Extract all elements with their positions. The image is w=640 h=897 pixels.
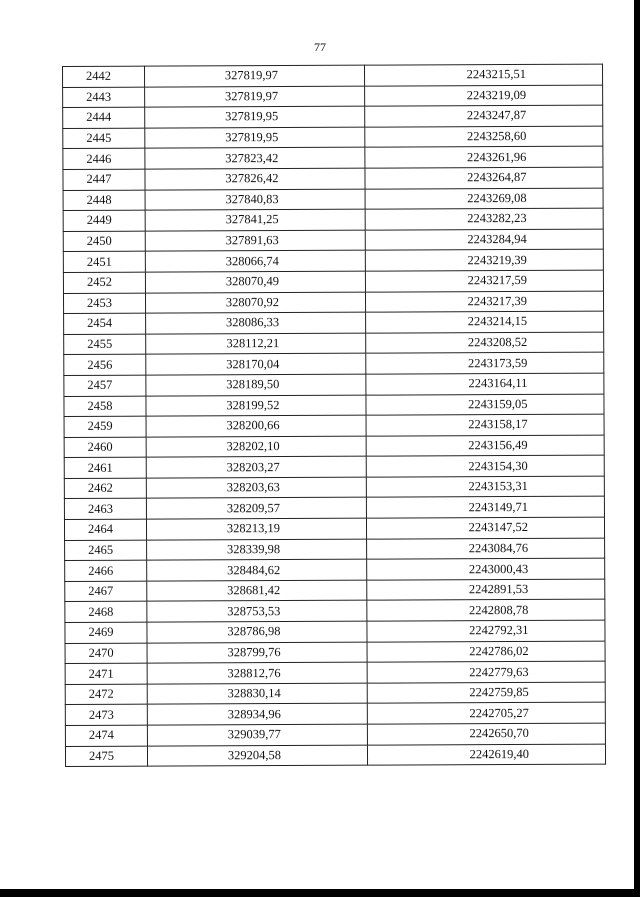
x-coordinate-cell: 327819,95: [145, 127, 365, 149]
point-number-cell: 2460: [64, 437, 146, 458]
y-coordinate-cell: 2242705,27: [367, 703, 605, 725]
y-coordinate-cell: 2243264,87: [365, 167, 603, 189]
point-number-cell: 2470: [65, 643, 147, 664]
x-coordinate-cell: 328786,98: [147, 621, 367, 643]
x-coordinate-cell: 328681,42: [147, 580, 367, 602]
x-coordinate-cell: 328200,66: [146, 415, 366, 437]
y-coordinate-cell: 2242808,78: [367, 600, 605, 622]
x-coordinate-cell: 327823,42: [145, 148, 365, 170]
x-coordinate-cell: 329039,77: [147, 724, 367, 746]
table-row: [64, 352, 604, 375]
x-coordinate-cell: 328799,76: [147, 642, 367, 664]
point-number-cell: 2463: [64, 499, 146, 520]
y-coordinate-cell: 2243219,39: [365, 249, 603, 271]
point-number-cell: 2442: [63, 66, 145, 87]
table-row: [63, 188, 603, 211]
coordinates-table: [62, 64, 606, 768]
table-row: [64, 373, 604, 396]
x-coordinate-cell: 327819,97: [145, 86, 365, 108]
table-row: [63, 126, 603, 149]
point-number-cell: 2467: [65, 581, 147, 602]
table-row: [65, 744, 605, 767]
y-coordinate-cell: 2243217,39: [365, 291, 603, 313]
point-number-cell: 2462: [64, 478, 146, 499]
point-number-cell: 2452: [63, 272, 145, 293]
point-number-cell: 2448: [63, 190, 145, 211]
y-coordinate-cell: 2243219,09: [365, 85, 603, 107]
y-coordinate-cell: 2243154,30: [366, 455, 604, 477]
table-row: [64, 332, 604, 355]
point-number-cell: 2458: [64, 396, 146, 417]
point-number-cell: 2459: [64, 416, 146, 437]
y-coordinate-cell: 2243158,17: [366, 414, 604, 436]
point-number-cell: 2450: [63, 231, 145, 252]
table-row: [65, 641, 605, 664]
point-number-cell: 2446: [63, 149, 145, 170]
point-number-cell: 2443: [63, 87, 145, 108]
table-row: [65, 538, 605, 561]
y-coordinate-cell: 2243282,23: [365, 208, 603, 230]
point-number-cell: 2449: [63, 210, 145, 231]
x-coordinate-cell: 328189,50: [146, 374, 366, 396]
coordinates-table-body: [63, 64, 606, 767]
x-coordinate-cell: 328070,49: [145, 271, 365, 293]
point-number-cell: 2465: [65, 540, 147, 561]
table-row: [64, 476, 604, 499]
y-coordinate-cell: 2243159,05: [366, 394, 604, 416]
table-row: [63, 249, 603, 272]
y-coordinate-cell: 2243208,52: [366, 332, 604, 354]
x-coordinate-cell: 327840,83: [145, 189, 365, 211]
y-coordinate-cell: 2243149,71: [366, 497, 604, 519]
table-row: [65, 723, 605, 746]
table-row: [63, 291, 603, 314]
x-coordinate-cell: 329204,58: [147, 745, 367, 767]
page-number: 77: [314, 40, 326, 54]
point-number-cell: 2456: [64, 354, 146, 375]
table-row: [63, 208, 603, 231]
point-number-cell: 2471: [65, 663, 147, 684]
y-coordinate-cell: 2243269,08: [365, 188, 603, 210]
point-number-cell: 2447: [63, 169, 145, 190]
y-coordinate-cell: 2243258,60: [365, 126, 603, 148]
x-coordinate-cell: 328339,98: [147, 539, 367, 561]
y-coordinate-cell: 2242786,02: [367, 641, 605, 663]
point-number-cell: 2457: [64, 375, 146, 396]
scan-edge-bottom: [0, 889, 640, 897]
x-coordinate-cell: 328199,52: [146, 395, 366, 417]
point-number-cell: 2474: [65, 725, 147, 746]
y-coordinate-cell: 2242779,63: [367, 661, 605, 683]
point-number-cell: 2469: [65, 622, 147, 643]
y-coordinate-cell: 2243284,94: [365, 229, 603, 251]
table-row: [63, 229, 603, 252]
y-coordinate-cell: 2242792,31: [367, 620, 605, 642]
y-coordinate-cell: 2242891,53: [367, 579, 605, 601]
y-coordinate-cell: 2243084,76: [367, 538, 605, 560]
y-coordinate-cell: 2243247,87: [365, 105, 603, 127]
scan-edge-right: [634, 0, 640, 897]
x-coordinate-cell: 328066,74: [145, 251, 365, 273]
table-row: [63, 147, 603, 170]
y-coordinate-cell: 2243261,96: [365, 147, 603, 169]
x-coordinate-cell: 327826,42: [145, 168, 365, 190]
y-coordinate-cell: 2243215,51: [364, 64, 602, 86]
point-number-cell: 2466: [65, 560, 147, 581]
point-number-cell: 2454: [64, 313, 146, 334]
point-number-cell: 2475: [65, 746, 147, 767]
x-coordinate-cell: 328209,57: [146, 498, 366, 520]
x-coordinate-cell: 328112,21: [146, 333, 366, 355]
x-coordinate-cell: 328830,14: [147, 683, 367, 705]
table-row: [63, 167, 603, 190]
point-number-cell: 2451: [63, 251, 145, 272]
table-row: [63, 105, 603, 128]
table-row: [65, 661, 605, 684]
y-coordinate-cell: 2243147,52: [366, 517, 604, 539]
point-number-cell: 2453: [63, 293, 145, 314]
x-coordinate-cell: 328203,63: [146, 477, 366, 499]
table-row: [63, 64, 603, 87]
table-row: [64, 455, 604, 478]
point-number-cell: 2461: [64, 457, 146, 478]
y-coordinate-cell: 2243214,15: [366, 311, 604, 333]
y-coordinate-cell: 2243153,31: [366, 476, 604, 498]
x-coordinate-cell: 327891,63: [145, 230, 365, 252]
table-row: [64, 435, 604, 458]
y-coordinate-cell: 2243173,59: [366, 352, 604, 374]
table-row: [63, 270, 603, 293]
table-row: [64, 517, 604, 540]
table-row: [63, 85, 603, 108]
point-number-cell: 2468: [65, 602, 147, 623]
y-coordinate-cell: 2243164,11: [366, 373, 604, 395]
table-row: [65, 579, 605, 602]
x-coordinate-cell: 328213,19: [146, 518, 366, 540]
table-row: [65, 703, 605, 726]
x-coordinate-cell: 328812,76: [147, 662, 367, 684]
point-number-cell: 2455: [64, 334, 146, 355]
y-coordinate-cell: 2243217,59: [365, 270, 603, 292]
y-coordinate-cell: 2243156,49: [366, 435, 604, 457]
x-coordinate-cell: 327841,25: [145, 209, 365, 231]
x-coordinate-cell: 328753,53: [147, 601, 367, 623]
y-coordinate-cell: 2242759,85: [367, 682, 605, 704]
point-number-cell: 2473: [65, 705, 147, 726]
x-coordinate-cell: 328086,33: [146, 312, 366, 334]
x-coordinate-cell: 328202,10: [146, 436, 366, 458]
table-row: [65, 682, 605, 705]
y-coordinate-cell: 2242619,40: [367, 744, 605, 766]
x-coordinate-cell: 327819,95: [145, 106, 365, 128]
table-row: [65, 600, 605, 623]
x-coordinate-cell: 328070,92: [145, 292, 365, 314]
table-row: [65, 558, 605, 581]
y-coordinate-cell: 2242650,70: [367, 723, 605, 745]
x-coordinate-cell: 328484,62: [147, 559, 367, 581]
x-coordinate-cell: 328170,04: [146, 353, 366, 375]
y-coordinate-cell: 2243000,43: [367, 558, 605, 580]
table-row: [65, 620, 605, 643]
x-coordinate-cell: 327819,97: [145, 65, 365, 87]
table-row: [64, 497, 604, 520]
point-number-cell: 2464: [64, 519, 146, 540]
table-row: [64, 414, 604, 437]
point-number-cell: 2472: [65, 684, 147, 705]
point-number-cell: 2445: [63, 128, 145, 149]
x-coordinate-cell: 328203,27: [146, 456, 366, 478]
point-number-cell: 2444: [63, 107, 145, 128]
table-row: [64, 394, 604, 417]
table-row: [64, 311, 604, 334]
x-coordinate-cell: 328934,96: [147, 704, 367, 726]
